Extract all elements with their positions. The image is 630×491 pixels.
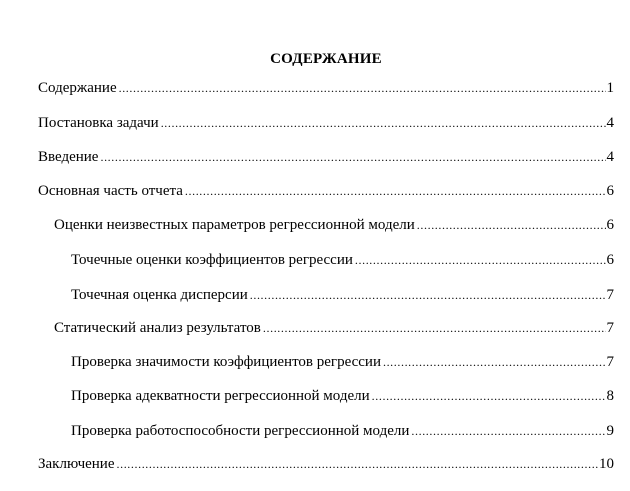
toc-entry-page: 10 — [599, 456, 614, 472]
toc-entry-label: Заключение — [38, 456, 115, 472]
toc-entry-label: Основная часть отчета — [38, 183, 183, 199]
toc-entry-page: 9 — [606, 423, 614, 439]
toc-entry-page: 7 — [606, 354, 614, 370]
toc-leader-dots — [411, 421, 605, 441]
toc-entry-page: 4 — [606, 115, 614, 131]
toc-title: СОДЕРЖАНИЕ — [270, 51, 382, 67]
toc-leader-dots — [119, 78, 606, 98]
toc-entry-label: Постановка задачи — [38, 115, 159, 131]
toc-leader-dots — [100, 147, 605, 167]
toc-leader-dots — [372, 386, 606, 406]
toc-entry-label: Проверка значимости коэффициентов регрессии — [71, 354, 381, 370]
toc-leader-dots — [417, 215, 606, 235]
toc-leader-dots — [263, 318, 606, 338]
toc-entry-label: Точечная оценка дисперсии — [71, 287, 248, 303]
toc-entry[interactable] — [38, 147, 614, 167]
toc-entry-page: 7 — [606, 320, 614, 336]
toc-entry-label: Статический анализ результатов — [54, 320, 261, 336]
toc-entry-page: 6 — [606, 217, 614, 233]
toc-entry-page: 8 — [606, 388, 614, 404]
toc-entry-page: 6 — [606, 183, 614, 199]
toc-entry-page: 1 — [606, 80, 614, 96]
toc-entry-label: Проверка адекватности регрессионной модели — [71, 388, 370, 404]
toc-entry[interactable] — [71, 285, 614, 305]
toc-entry[interactable] — [71, 421, 614, 441]
toc-entry[interactable] — [54, 318, 614, 338]
toc-entry-label: Проверка работоспособности регрессионной модели — [71, 423, 410, 439]
toc-leader-dots — [161, 113, 606, 133]
toc-entry-page: 4 — [606, 149, 614, 165]
toc-entry[interactable] — [71, 352, 614, 372]
toc-leader-dots — [383, 352, 606, 372]
toc-leader-dots — [117, 454, 599, 474]
toc-entry-label: Введение — [38, 149, 99, 165]
toc-entry[interactable] — [38, 113, 614, 133]
toc-leader-dots — [355, 250, 606, 270]
toc-leader-dots — [250, 285, 606, 305]
toc-entry-label: Точечные оценки коэффициентов регрессии — [71, 252, 353, 268]
toc-entry-page: 6 — [606, 252, 614, 268]
toc-entry[interactable] — [38, 181, 614, 201]
toc-entry[interactable] — [38, 78, 614, 98]
toc-entry[interactable] — [71, 250, 614, 270]
toc-entry-page: 7 — [606, 287, 614, 303]
toc-entry[interactable] — [54, 215, 614, 235]
toc-leader-dots — [185, 181, 606, 201]
toc-entry[interactable] — [71, 386, 614, 406]
toc-entry[interactable] — [38, 454, 614, 474]
toc-entry-label: Оценки неизвестных параметров регрессионной модели — [54, 217, 415, 233]
toc-entry-label: Содержание — [38, 80, 117, 96]
